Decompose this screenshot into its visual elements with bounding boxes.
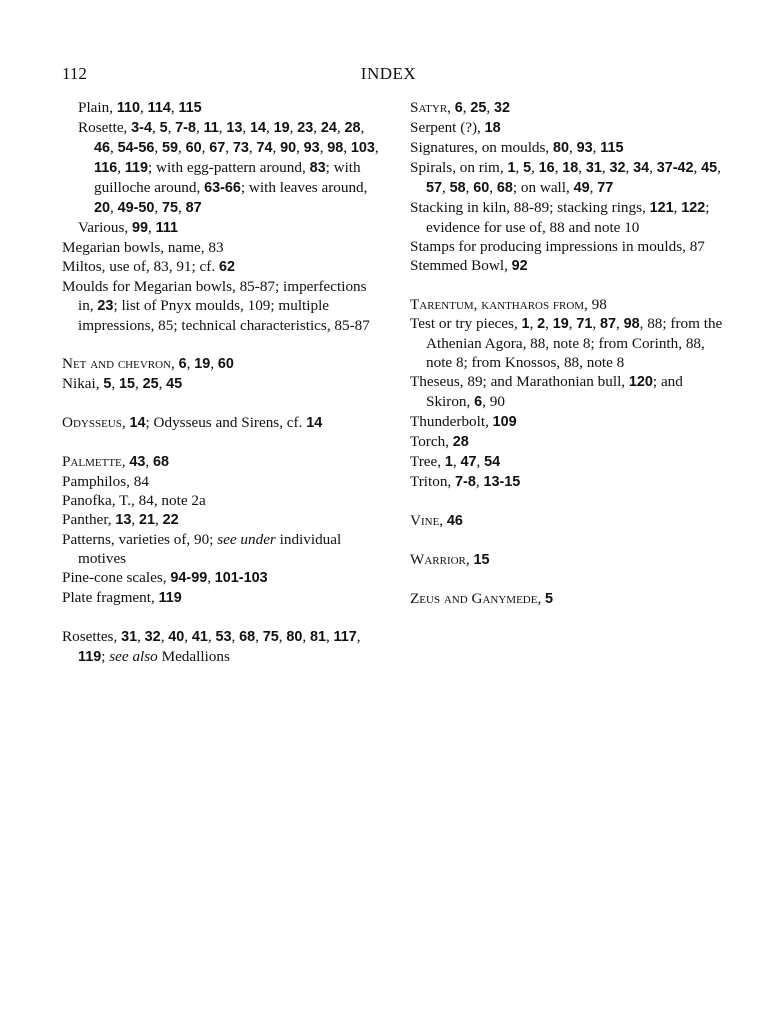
entry-reference: 116: [94, 160, 118, 176]
index-entry: [62, 568, 380, 588]
entry-text: ,: [717, 159, 721, 176]
index-entry: [62, 413, 380, 433]
entry-reference: 19: [194, 356, 211, 372]
entry-reference: 68: [239, 629, 256, 645]
entry-text: ,: [447, 99, 455, 116]
entry-reference: 110: [116, 100, 141, 116]
entry-text: Palmette: [62, 453, 122, 470]
entry-reference: 103: [350, 140, 375, 156]
index-entry: [410, 432, 728, 452]
entry-text: see under: [217, 531, 276, 548]
index-entry: [62, 374, 380, 394]
entry-text: ,: [207, 628, 216, 645]
entry-reference: 46: [94, 140, 111, 156]
entry-reference: 73: [232, 140, 249, 156]
entry-text: Zeus and Ganymede: [410, 590, 538, 607]
entry-reference: 87: [599, 316, 616, 332]
entry-text: ,: [529, 315, 538, 332]
entry-gap: [62, 433, 380, 452]
entry-reference: 81: [309, 629, 326, 645]
entry-text: Test or try pieces,: [410, 315, 522, 332]
entry-reference: 98: [623, 316, 640, 332]
entry-reference: 34: [633, 160, 650, 176]
entry-reference: 119: [158, 590, 182, 606]
entry-text: ,: [195, 119, 204, 136]
index-entry: [62, 627, 380, 667]
entry-text: Net and chevron: [62, 355, 172, 372]
entry-text: individual motives: [78, 531, 342, 567]
entry-text: ,: [218, 119, 227, 136]
entry-gap: [62, 394, 380, 413]
entry-reference: 20: [94, 200, 111, 216]
index-entry: [410, 118, 728, 138]
page-number: 112: [62, 64, 87, 83]
index-entry: [410, 198, 728, 237]
entry-reference: 59: [162, 140, 179, 156]
entry-reference: 115: [178, 100, 202, 116]
entry-reference: 15: [118, 376, 135, 392]
entry-reference: 31: [121, 629, 138, 645]
entry-text: Rosettes,: [62, 628, 122, 645]
entry-text: ,: [121, 453, 130, 470]
index-entry: [410, 472, 728, 492]
entry-reference: 23: [297, 120, 314, 136]
entry-text: ,: [360, 119, 365, 136]
entry-reference: 115: [600, 140, 624, 156]
entry-reference: 31: [585, 160, 602, 176]
entry-text: ,: [155, 511, 163, 528]
entry-reference: 63-66: [204, 180, 241, 196]
entry-text: ,: [151, 119, 160, 136]
entry-text: ,: [486, 99, 494, 116]
entry-text: ,: [625, 159, 634, 176]
entry-text: ,: [131, 511, 139, 528]
entry-text: ,: [145, 453, 153, 470]
entry-reference: 5: [545, 591, 554, 607]
entry-text: ; and Skiron,: [426, 373, 683, 410]
entry-text: ,: [167, 119, 176, 136]
entry-reference: 77: [597, 180, 614, 196]
entry-reference: 54-56: [117, 140, 155, 156]
entry-reference: 32: [609, 160, 626, 176]
index-entry: [62, 472, 380, 491]
entry-text: ,: [537, 590, 546, 607]
entry-text: ,: [248, 139, 257, 156]
entry-text: ,: [171, 355, 179, 372]
index-column-left: [62, 98, 380, 667]
entry-text: ,: [178, 199, 186, 216]
entry-reference: 41: [191, 629, 208, 645]
index-subentry: [62, 218, 380, 238]
entry-text: ,: [266, 119, 274, 136]
entry-text: ,: [186, 355, 195, 372]
index-entry: [62, 238, 380, 257]
entry-reference: 74: [256, 140, 273, 156]
entry-text: ,: [154, 199, 163, 216]
entry-text: , 90: [482, 393, 505, 410]
entry-text: Tree,: [410, 453, 445, 470]
index-entry: [410, 256, 728, 276]
entry-text: ,: [592, 139, 601, 156]
entry-reference: 53: [215, 629, 232, 645]
entry-text: ,: [178, 139, 186, 156]
entry-text: Moulds for Megarian bowls, 85-87; imperfections in,: [62, 278, 367, 314]
entry-text: ,: [154, 139, 163, 156]
entry-reference: 45: [701, 160, 718, 176]
index-entry: [410, 314, 728, 372]
entry-text: ,: [601, 159, 610, 176]
entry-reference: 75: [162, 200, 179, 216]
entry-text: Plate fragment,: [62, 589, 159, 606]
entry-reference: 25: [142, 376, 159, 392]
entry-reference: 49-50: [117, 200, 155, 216]
entry-text: ,: [649, 159, 657, 176]
entry-text: ,: [242, 119, 250, 136]
entry-text: ,: [134, 375, 143, 392]
entry-reference: 98: [327, 140, 344, 156]
entry-reference: 3-4: [131, 120, 152, 136]
entry-text: ,: [545, 315, 553, 332]
entry-text: Spirals, on rim,: [410, 159, 508, 176]
entry-text: ,: [325, 628, 334, 645]
entry-reference: 60: [473, 180, 490, 196]
entry-text: Rosette,: [78, 119, 132, 136]
entry-text: ,: [160, 628, 169, 645]
entry-reference: 54: [484, 454, 501, 470]
entry-reference: 57: [426, 180, 443, 196]
entry-text: ; on wall,: [512, 179, 574, 196]
entry-text: ,: [693, 159, 702, 176]
entry-text: Nikai,: [62, 375, 104, 392]
page-title: INDEX: [360, 64, 417, 83]
entry-text: ,: [272, 139, 281, 156]
entry-reference: 67: [209, 140, 226, 156]
entry-reference: 11: [203, 120, 219, 136]
entry-text: Satyr: [410, 99, 448, 116]
entry-reference: 119: [124, 160, 149, 176]
index-entry: [410, 550, 728, 570]
entry-text: Torch,: [410, 433, 453, 450]
entry-text: ,: [140, 99, 148, 116]
entry-reference: 120: [628, 374, 653, 390]
entry-reference: 68: [496, 180, 513, 196]
entry-text: ,: [255, 628, 263, 645]
index-subentry: [62, 98, 380, 118]
entry-reference: 83: [309, 160, 326, 176]
entry-reference: 28: [452, 434, 469, 450]
entry-reference: 7-8: [455, 474, 476, 490]
entry-text: ,: [148, 219, 156, 236]
entry-text: ; with guilloche around,: [94, 159, 361, 196]
index-entry: [410, 589, 728, 609]
entry-reference: 92: [511, 258, 528, 274]
entry-text: ; evidence for use of, 88 and note 10: [426, 199, 710, 236]
index-entry: [62, 452, 380, 472]
index-entry: [410, 511, 728, 531]
entry-text: ,: [336, 119, 345, 136]
entry-text: Serpent (?),: [410, 119, 485, 136]
entry-reference: 75: [262, 629, 279, 645]
entry-reference: 93: [303, 140, 320, 156]
entry-reference: 80: [553, 140, 570, 156]
entry-reference: 60: [217, 356, 234, 372]
index-entry: [62, 257, 380, 277]
entry-gap: [410, 492, 728, 511]
entry-text: ,: [578, 159, 586, 176]
entry-reference: 21: [139, 512, 156, 528]
entry-text: ,: [117, 159, 125, 176]
entry-text: ,: [465, 551, 474, 568]
entry-reference: 43: [129, 454, 146, 470]
entry-reference: 47: [460, 454, 477, 470]
index-entry: [410, 237, 728, 256]
entry-reference: 14: [129, 415, 146, 431]
entry-reference: 6: [178, 356, 187, 372]
entry-reference: 114: [147, 100, 171, 116]
entry-reference: 5: [159, 120, 168, 136]
index-column-right: [410, 98, 728, 609]
entry-reference: 1: [507, 160, 516, 176]
entry-text: Plain,: [78, 99, 117, 116]
entry-reference: 25: [470, 100, 487, 116]
entry-text: ,: [313, 119, 321, 136]
entry-gap: [62, 335, 380, 354]
entry-text: ,: [554, 159, 563, 176]
entry-reference: 117: [333, 629, 357, 645]
entry-text: ,: [121, 414, 130, 431]
entry-text: ,: [442, 179, 450, 196]
index-entry: [62, 354, 380, 374]
entry-text: ,: [207, 569, 215, 586]
entry-text: ,: [231, 628, 240, 645]
entry-reference: 13: [115, 512, 132, 528]
entry-text: ,: [343, 139, 351, 156]
entry-reference: 80: [286, 629, 303, 645]
entry-reference: 18: [484, 120, 501, 136]
entry-text: ,: [110, 139, 118, 156]
entry-reference: 1: [521, 316, 530, 332]
entry-reference: 22: [162, 512, 179, 528]
entry-reference: 62: [218, 259, 235, 275]
entry-reference: 40: [168, 629, 185, 645]
entry-text: Megarian bowls, name, 83: [62, 239, 224, 256]
entry-reference: 93: [576, 140, 593, 156]
entry-text: ; with leaves around,: [240, 179, 368, 196]
entry-gap: [410, 531, 728, 550]
entry-text: Various,: [78, 219, 132, 236]
entry-reference: 19: [552, 316, 569, 332]
entry-text: ;: [101, 648, 110, 665]
entry-reference: 37-42: [656, 160, 694, 176]
entry-reference: 49: [573, 180, 590, 196]
entry-reference: 13-15: [483, 474, 521, 490]
entry-reference: 122: [681, 200, 706, 216]
entry-text: ,: [568, 315, 577, 332]
entry-text: ,: [319, 139, 328, 156]
index-entry: [410, 372, 728, 412]
entry-reference: 24: [320, 120, 337, 136]
entry-reference: 87: [185, 200, 202, 216]
entry-reference: 16: [538, 160, 555, 176]
entry-reference: 23: [97, 298, 114, 314]
entry-text: Triton,: [410, 473, 456, 490]
entry-reference: 5: [103, 376, 112, 392]
entry-text: , 98: [584, 296, 607, 313]
entry-reference: 32: [493, 100, 510, 116]
entry-reference: 7-8: [175, 120, 196, 136]
entry-text: ,: [462, 99, 471, 116]
entry-text: Medallions: [157, 648, 230, 665]
index-entry: [410, 158, 728, 198]
entry-reference: 68: [152, 454, 169, 470]
entry-text: ,: [475, 473, 484, 490]
entry-text: Panofka, T., 84, note 2a: [62, 492, 206, 509]
entry-text: ,: [356, 628, 361, 645]
index-entry: [410, 295, 728, 314]
entry-text: ,: [225, 139, 233, 156]
entry-text: ,: [110, 199, 118, 216]
entry-reference: 94-99: [170, 570, 208, 586]
entry-text: ,: [111, 375, 119, 392]
entry-reference: 19: [273, 120, 290, 136]
entry-text: ,: [201, 139, 210, 156]
entry-reference: 2: [537, 316, 546, 332]
entry-text: ,: [592, 315, 600, 332]
index-entry: [62, 491, 380, 510]
entry-reference: 5: [523, 160, 532, 176]
entry-text: ; Odysseus and Sirens, cf.: [145, 414, 307, 431]
index-entry: [62, 277, 380, 335]
entry-text: ,: [589, 179, 598, 196]
entry-text: ; list of Pnyx moulds, 109; multiple impressions, 85; technical characteristics, 85-87: [78, 297, 370, 334]
entry-gap: [410, 570, 728, 589]
entry-reference: 58: [449, 180, 466, 196]
entry-text: Tarentum, kantharos from: [410, 296, 585, 313]
entry-text: ,: [515, 159, 524, 176]
entry-reference: 101-103: [214, 570, 268, 586]
entry-reference: 46: [446, 513, 463, 529]
entry-text: , 88; from the Athenian Agora, 88, note 8; from Corinth, 88, note 8; from Knossos, 88, note 8: [426, 315, 723, 371]
entry-text: Miltos, use of, 83, 91; cf.: [62, 258, 219, 275]
entry-reference: 90: [280, 140, 297, 156]
entry-text: see also: [109, 648, 158, 665]
entry-text: ,: [278, 628, 287, 645]
entry-text: ,: [476, 453, 485, 470]
entry-text: ,: [569, 139, 577, 156]
entry-text: Signatures, on moulds,: [410, 139, 554, 156]
index-subentry: [62, 118, 380, 218]
index-entry: [410, 138, 728, 158]
entry-gap: [62, 608, 380, 627]
entry-text: ,: [137, 628, 145, 645]
entry-reference: 13: [226, 120, 243, 136]
entry-text: Thunderbolt,: [410, 413, 493, 430]
entry-reference: 14: [250, 120, 267, 136]
entry-text: ,: [170, 99, 179, 116]
entry-reference: 121: [649, 200, 674, 216]
entry-reference: 32: [144, 629, 161, 645]
entry-text: Stacking in kiln, 88-89; stacking rings,: [410, 199, 650, 216]
entry-reference: 109: [492, 414, 517, 430]
entry-text: Warrior: [410, 551, 466, 568]
entry-reference: 6: [474, 394, 483, 410]
index-entry: [410, 98, 728, 118]
entry-reference: 14: [306, 415, 323, 431]
entry-reference: 15: [473, 552, 490, 568]
entry-text: Stamps for producing impressions in moulds, 87: [410, 238, 705, 255]
entry-text: Odysseus: [62, 414, 122, 431]
entry-reference: 111: [155, 220, 179, 236]
entry-text: ,: [289, 119, 298, 136]
entry-text: ,: [673, 199, 682, 216]
entry-text: ,: [531, 159, 539, 176]
entry-text: ,: [489, 179, 497, 196]
entry-text: Pine-cone scales,: [62, 569, 171, 586]
entry-text: ,: [374, 139, 379, 156]
entry-text: ,: [184, 628, 192, 645]
index-entry: [410, 412, 728, 432]
index-entry: [62, 530, 380, 568]
entry-text: Theseus, 89; and Marathonian bull,: [410, 373, 629, 390]
entry-text: ; with egg-pattern around,: [148, 159, 310, 176]
entry-text: Vine: [410, 512, 440, 529]
entry-text: ,: [158, 375, 167, 392]
entry-reference: 60: [185, 140, 202, 156]
entry-reference: 45: [166, 376, 183, 392]
index-entry: [410, 452, 728, 472]
entry-text: ,: [210, 355, 218, 372]
entry-reference: 28: [344, 120, 361, 136]
entry-gap: [410, 276, 728, 295]
entry-reference: 18: [562, 160, 579, 176]
index-entry: [62, 510, 380, 530]
entry-text: ,: [465, 179, 474, 196]
entry-reference: 119: [78, 649, 102, 665]
entry-text: ,: [439, 512, 447, 529]
entry-reference: 6: [454, 100, 463, 116]
entry-reference: 71: [576, 316, 593, 332]
entry-text: ,: [452, 453, 461, 470]
index-entry: [62, 588, 380, 608]
entry-text: ,: [616, 315, 624, 332]
entry-reference: 1: [444, 454, 453, 470]
entry-text: Panther,: [62, 511, 116, 528]
entry-reference: 99: [132, 220, 149, 236]
entry-text: ,: [302, 628, 310, 645]
entry-text: Pamphilos, 84: [62, 473, 149, 490]
entry-text: Stemmed Bowl,: [410, 257, 512, 274]
entry-text: Patterns, varieties of, 90;: [62, 531, 218, 548]
entry-text: ,: [296, 139, 304, 156]
